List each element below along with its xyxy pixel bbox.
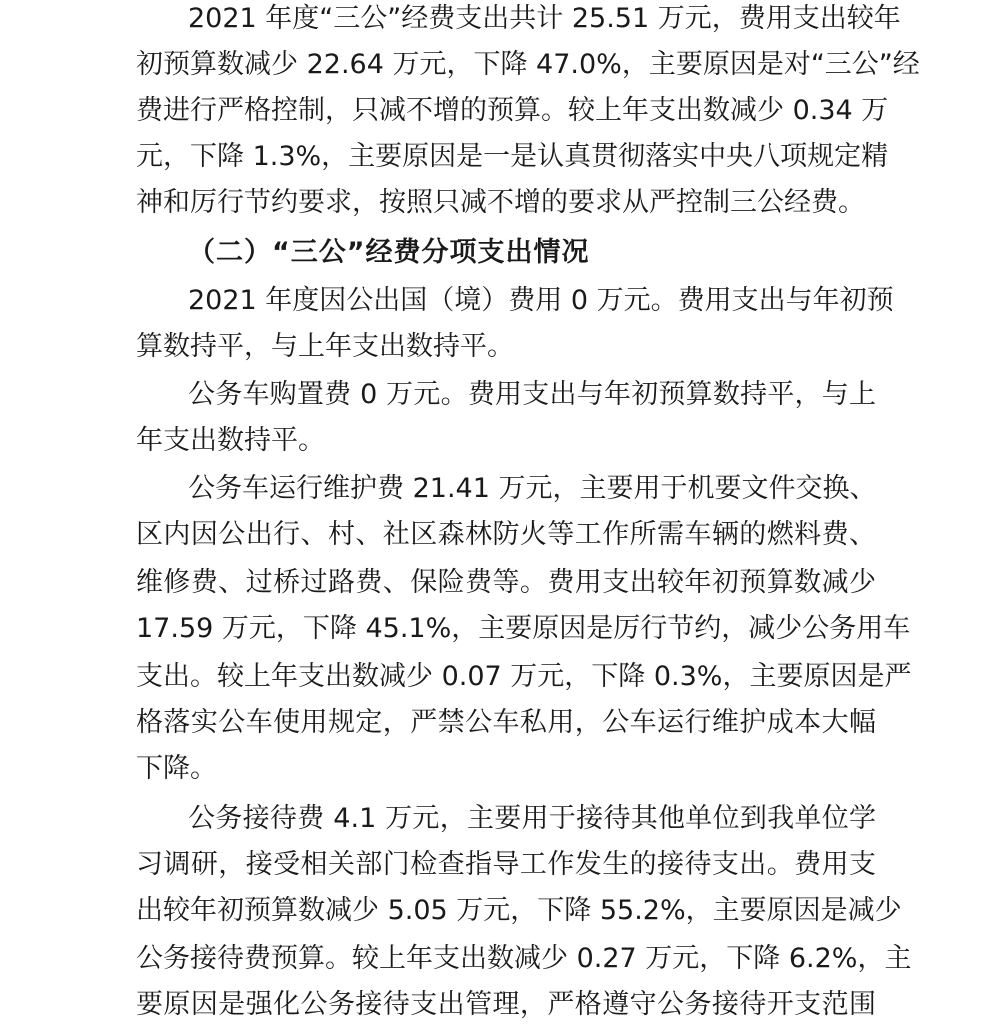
paragraph-4-line-6: 格落实公车使用规定，严禁公车私用，公车运行维护成本大幅 (136, 707, 876, 738)
paragraph-5-line-3: 出较年初预算数减少 5.05 万元，下降 55.2%，主要原因是减少 (136, 895, 902, 926)
paragraph-1-line-3: 费进行严格控制，只减不增的预算。较上年支出数减少 0.34 万 (136, 95, 889, 126)
paragraph-1-line-1: 2021 年度“三公”经费支出共计 25.51 万元，费用支出较年 (188, 3, 901, 34)
paragraph-4-line-1: 公务车运行维护费 21.41 万元，主要用于机要文件交换、 (188, 473, 877, 504)
paragraph-4-line-4: 17.59 万元，下降 45.1%，主要原因是厉行节约，减少公务用车 (136, 613, 911, 644)
paragraph-1-line-2: 初预算数减少 22.64 万元，下降 47.0%，主要原因是对“三公”经 (136, 49, 920, 80)
paragraph-4-line-3: 维修费、过桥过路费、保险费等。费用支出较年初预算数减少 (136, 567, 876, 598)
paragraph-4-line-5: 支出。较上年支出数减少 0.07 万元，下降 0.3%，主要原因是严 (136, 661, 912, 692)
paragraph-1-line-5: 神和厉行节约要求，按照只减不增的要求从严控制三公经费。 (136, 187, 865, 218)
paragraph-4-line-7: 下降。 (136, 753, 217, 784)
paragraph-2-line-2: 算数持平，与上年支出数持平。 (136, 331, 514, 362)
section-heading: （二）“三公”经费分项支出情况 (188, 237, 590, 268)
paragraph-3-line-1: 公务车购置费 0 万元。费用支出与年初预算数持平，与上 (188, 379, 876, 410)
paragraph-5-line-2: 习调研，接受相关部门检查指导工作发生的接待支出。费用支 (136, 849, 876, 880)
paragraph-2-line-1: 2021 年度因公出国（境）费用 0 万元。费用支出与年初预 (188, 285, 894, 316)
paragraph-1-line-4: 元，下降 1.3%，主要原因是一是认真贯彻落实中央八项规定精 (136, 141, 889, 172)
paragraph-4-line-2: 区内因公出行、村、社区森林防火等工作所需车辆的燃料费、 (136, 519, 876, 550)
paragraph-5-line-1: 公务接待费 4.1 万元，主要用于接待其他单位到我单位学 (188, 803, 876, 834)
paragraph-5-line-4: 公务接待费预算。较上年支出数减少 0.27 万元，下降 6.2%，主 (136, 943, 912, 974)
paragraph-5-line-5: 要原因是强化公务接待支出管理，严格遵守公务接待开支范围 (136, 989, 876, 1020)
paragraph-3-line-2: 年支出数持平。 (136, 425, 325, 456)
